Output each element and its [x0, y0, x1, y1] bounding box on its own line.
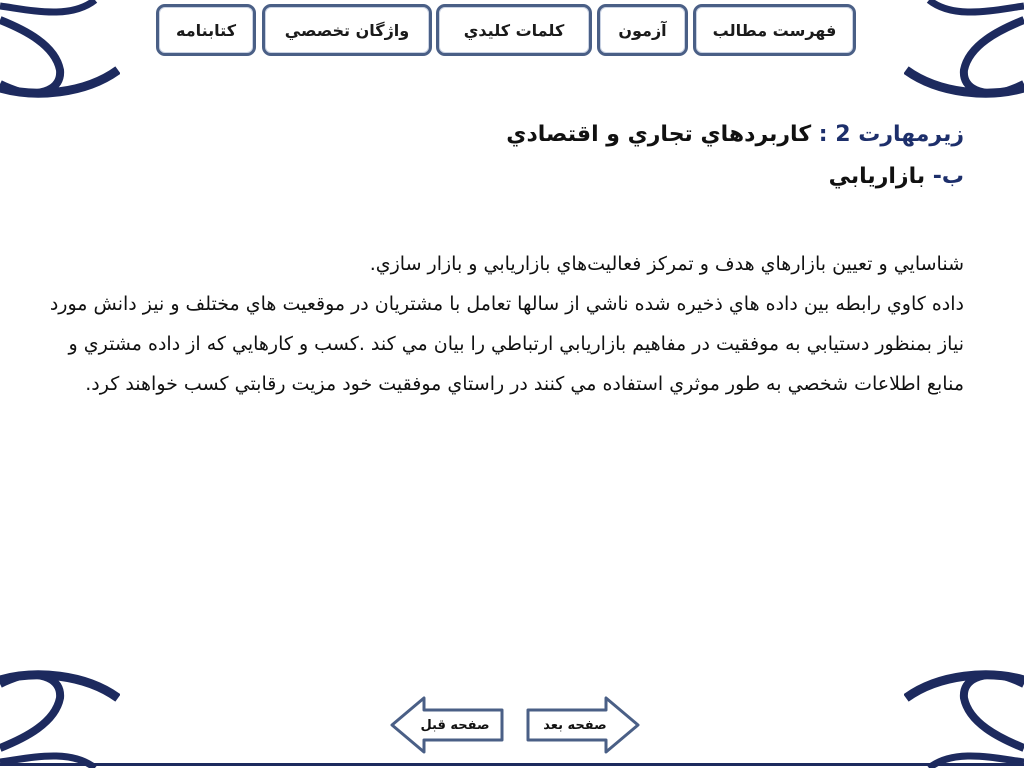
corner-ornament-top-right [904, 0, 1024, 100]
next-page-button[interactable] [526, 696, 640, 754]
paragraph-data-mining: داده كاوي رابطه بين داده هاي ذخيره شده ناشي از سالها تعامل با مشتريان در موقعيت هاي مختلف و نيز دانش مورد نياز بمنظور دستيابي به موفقيت در مفاهيم بازاريابي ارتباطي را بيان مي كند .كسب و كارهايي كه از داده مشتري و منابع اطلاعات شخصي به طور موثري استفاده مي كنند در راستاي موفقيت خود مزيت رقابتي كسب خواهند كرد. [49, 293, 964, 395]
corner-ornament-bottom-left [0, 668, 120, 768]
heading-title: كاربردهاي تجاري و اقتصادي [506, 122, 812, 147]
page-heading [506, 122, 964, 147]
top-navigation [156, 4, 856, 60]
nav-button-glossary[interactable]: واژگان تخصصي [262, 4, 432, 56]
bottom-divider [0, 763, 1024, 766]
previous-page-label: صفحه قبل [420, 717, 490, 733]
nav-button-quiz[interactable]: آزمون [597, 4, 688, 56]
subheading-title: بازاريابي [828, 164, 926, 189]
nav-button-keywords[interactable]: كلمات كليدي [436, 4, 592, 56]
corner-ornament-top-left [0, 0, 120, 100]
next-page-label: صفحه بعد [543, 717, 607, 733]
subheading-prefix: ب- [925, 164, 964, 189]
previous-page-button[interactable] [390, 696, 504, 754]
nav-button-table-of-contents[interactable]: فهرست مطالب [693, 4, 856, 56]
nav-button-bibliography[interactable]: كتابنامه [156, 4, 256, 56]
paragraph-target-markets: شناسايي و تعيين بازارهاي هدف و تمركز فعاليت‌هاي بازاريابي و بازار سازي. [369, 253, 964, 275]
page-subheading [829, 164, 964, 189]
corner-ornament-bottom-right [904, 668, 1024, 768]
heading-prefix: زيرمهارت 2 : [811, 122, 964, 147]
